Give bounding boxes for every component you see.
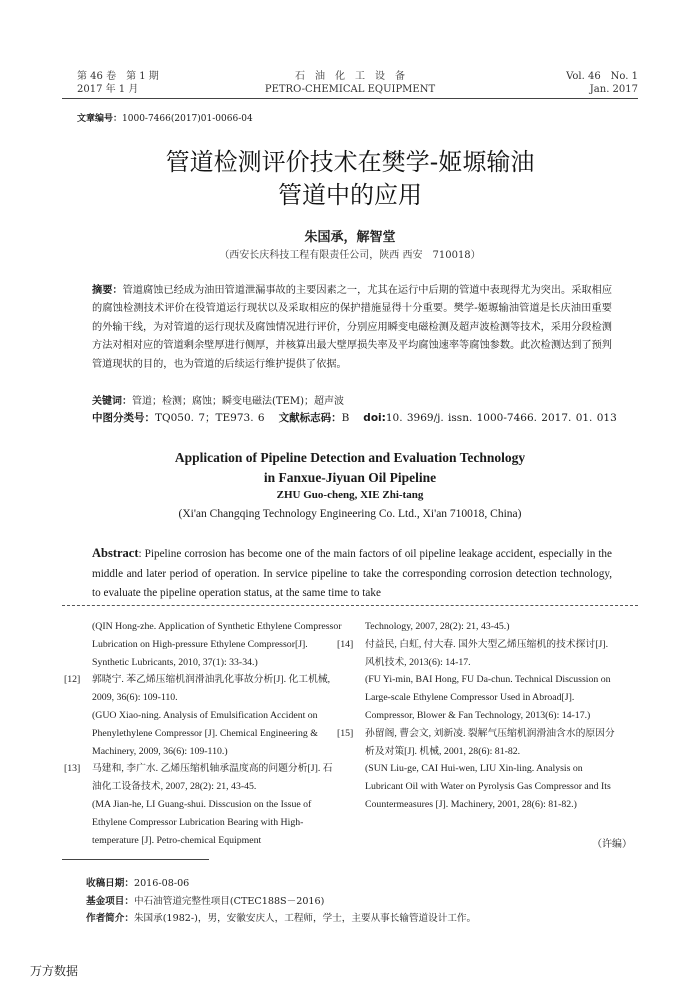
journal-name-cn: 石 油 化 工 设 备: [295, 71, 405, 82]
fund-project: [86, 893, 476, 911]
received-value: 2016-08-06: [133, 878, 190, 889]
section-divider: [62, 605, 638, 606]
doc-code-value: B: [341, 412, 350, 424]
author-bio-label: 作者简介：: [86, 913, 134, 925]
journal-volume-en: [566, 70, 638, 96]
reference-text: 马建和, 李广水. 乙烯压缩机轴承温度高的问题分析[J]. 石油化工设备技术, 2007, 28(2): 21, 43-45.: [92, 763, 333, 793]
reference-item: [64, 760, 342, 796]
fund-value: 中石油管道完整性项目(CTEC188S－2016): [133, 895, 325, 907]
volume-issue: 第 46 卷 第 1 期: [77, 71, 159, 82]
reference-number: [15]: [337, 727, 354, 739]
editor-note: （许编）: [592, 839, 632, 850]
reference-number: [13]: [64, 763, 81, 775]
author-bio: [86, 910, 476, 928]
abstract-en-label: Abstract: [92, 546, 139, 560]
reference-item: [365, 671, 615, 724]
title-en-line2: in Fanxue-Jiyuan Oil Pipeline: [263, 470, 437, 485]
fund-label: 基金项目：: [86, 895, 134, 907]
title-cn: [60, 146, 640, 212]
reference-item: [64, 671, 342, 707]
clc-label: 中图分类号：: [92, 412, 155, 424]
journal-name-en: PETRO-CHEMICAL EQUIPMENT: [264, 84, 436, 95]
reference-text: Technology, 2007, 28(2): 21, 43-45.): [365, 621, 510, 632]
title-cn-line2: 管道中的应用: [278, 181, 422, 209]
reference-item: [92, 796, 342, 849]
references-right-column: [337, 618, 615, 814]
issue-date: 2017 年 1 月: [77, 84, 139, 95]
issue-date-en: Jan. 2017: [589, 84, 638, 95]
abstract-cn: [92, 282, 612, 374]
journal-name: [200, 70, 500, 96]
received-label: 收稿日期：: [86, 878, 134, 889]
reference-text: 郭晓宁. 苯乙烯压缩机润滑油乳化事故分析[J]. 化工机械, 2009, 36(6): 109-110.: [92, 674, 331, 704]
doi-label: doi:: [363, 412, 386, 424]
abstract-en-text: : Pipeline corrosion has become one of the main factors of oil pipeline leakage accident, especially in the middle and later period of operation. In service pipeline to take the corresponding corrosion detection technology, to evaluate the pipeline operation status, at the same time to take: [92, 548, 612, 599]
reference-number: [14]: [337, 638, 354, 650]
footnotes: [86, 875, 476, 928]
title-cn-line1: 管道检测评价技术在樊学-姬塬输油: [165, 148, 535, 176]
footnote-rule: [62, 859, 209, 860]
reference-item: [92, 618, 342, 671]
received-date: [86, 875, 476, 893]
doi-value: 10. 3969/j. issn. 1000-7466. 2017. 01. 013: [385, 412, 617, 424]
affiliation-en: (Xi'an Changqing Technology Engineering Co. Ltd., Xi'an 710018, China): [178, 508, 522, 520]
reference-item: [337, 725, 615, 761]
references-left-column: [64, 618, 342, 849]
volume-issue-en: Vol. 46 No. 1: [566, 71, 638, 82]
reference-number: [12]: [64, 674, 81, 686]
reference-item: [337, 636, 615, 672]
journal-volume: [77, 70, 159, 96]
clc-value: TQ050. 7；TE973. 6: [155, 412, 265, 424]
classification: [92, 410, 617, 425]
doc-code-label: 文献标志码：: [278, 412, 342, 424]
keywords-cn-label: 关键词：: [92, 396, 132, 407]
reference-text: (FU Yi-min, BAI Hong, FU Da-chun. Technical Discussion on Large-scale Ethylene Compressor Used in Abroad[J]. Compressor, Blower & Fan Technology, 2013(6): 14-17.): [365, 674, 611, 721]
reference-text: 付益民, 白虹, 付大春. 国外大型乙烯压缩机的技术探讨[J]. 风机技术, 2013(6): 14-17.: [365, 638, 609, 668]
keywords-cn-text: 管道；检测；腐蚀；瞬变电磁法(TEM)；超声波: [132, 396, 345, 407]
article-number-value: 1000-7466(2017)01-0066-04: [122, 114, 253, 124]
reference-item: [92, 707, 342, 760]
abstract-en: [92, 544, 612, 604]
reference-text: 孙留阁, 曹会文, 刘新凌. 裂解气压缩机润滑油含水的原因分析及对策[J]. 机械, 2001, 28(6): 81-82.: [365, 727, 615, 757]
title-en: [60, 448, 640, 488]
title-en-line1: Application of Pipeline Detection and Evaluation Technology: [174, 450, 526, 465]
reference-item: [365, 760, 615, 813]
wanfang-watermark: 万方数据: [30, 964, 79, 978]
abstract-cn-label: 摘要：: [92, 285, 123, 296]
reference-text: (GUO Xiao-ning. Analysis of Emulsification Accident on Phenylethylene Compressor [J]. Chemical Engineering & Machinery, 2009, 36(6): 109-110.): [92, 709, 318, 757]
article-number-label: 文章编号：: [77, 114, 123, 124]
reference-text: (QIN Hong-zhe. Application of Synthetic Ethylene Compressor Lubrication on High-pressure Ethylene Compressor[J]. Synthetic Lubricants, 2010, 37(1): 33-34.): [92, 621, 342, 668]
author-bio-value: 朱国承(1982-)，男，安徽安庆人，工程师，学士，主要从事长输管道设计工作。: [133, 913, 477, 925]
reference-text: (SUN Liu-ge, CAI Hui-wen, LIU Xin-ling. Analysis on Lubricant Oil with Water on Pyrolysis Gas Compressor and Its Countermeasures [J]. Machinery, 2001, 28(6): 81-82.): [365, 763, 611, 810]
abstract-cn-text: 管道腐蚀已经成为油田管道泄漏事故的主要因素之一，尤其在运行中后期的管道中表现得尤为突出。采取相应的腐蚀检测技术评价在役管道运行现状以及采取相应的保护措施显得十分重要。樊学-姬塬输油管道是长庆油田重要的外输干线，为对管道的运行现状及腐蚀情况进行评价，分别应用瞬变电磁检测及超声波检测等技术，采用分段检测方法对相对应的管道剩余壁厚进行侧厚，并核算出最大壁厚损失率及平均腐蚀速率等腐蚀参数。此次检测达到了预判管道现状的目的，也为管道的后续运行维护提供了依据。: [92, 285, 612, 370]
authors-en: ZHU Guo-cheng, XIE Zhi-tang: [276, 489, 424, 501]
authors-cn: 朱国承，解智堂: [304, 230, 396, 245]
keywords-cn: [92, 392, 344, 407]
reference-text: (MA Jian-he, LI Guang-shui. Disscusion on the Issue of Ethylene Compressor Lubrication Bearing with High-temperature [J]. Petro-chemical Equipment: [92, 798, 312, 846]
reference-item: [365, 618, 615, 636]
affiliation-cn: （西安长庆科技工程有限责任公司，陕西 西安 710018）: [219, 250, 481, 261]
article-number: [77, 111, 253, 124]
header-rule: [62, 98, 638, 99]
